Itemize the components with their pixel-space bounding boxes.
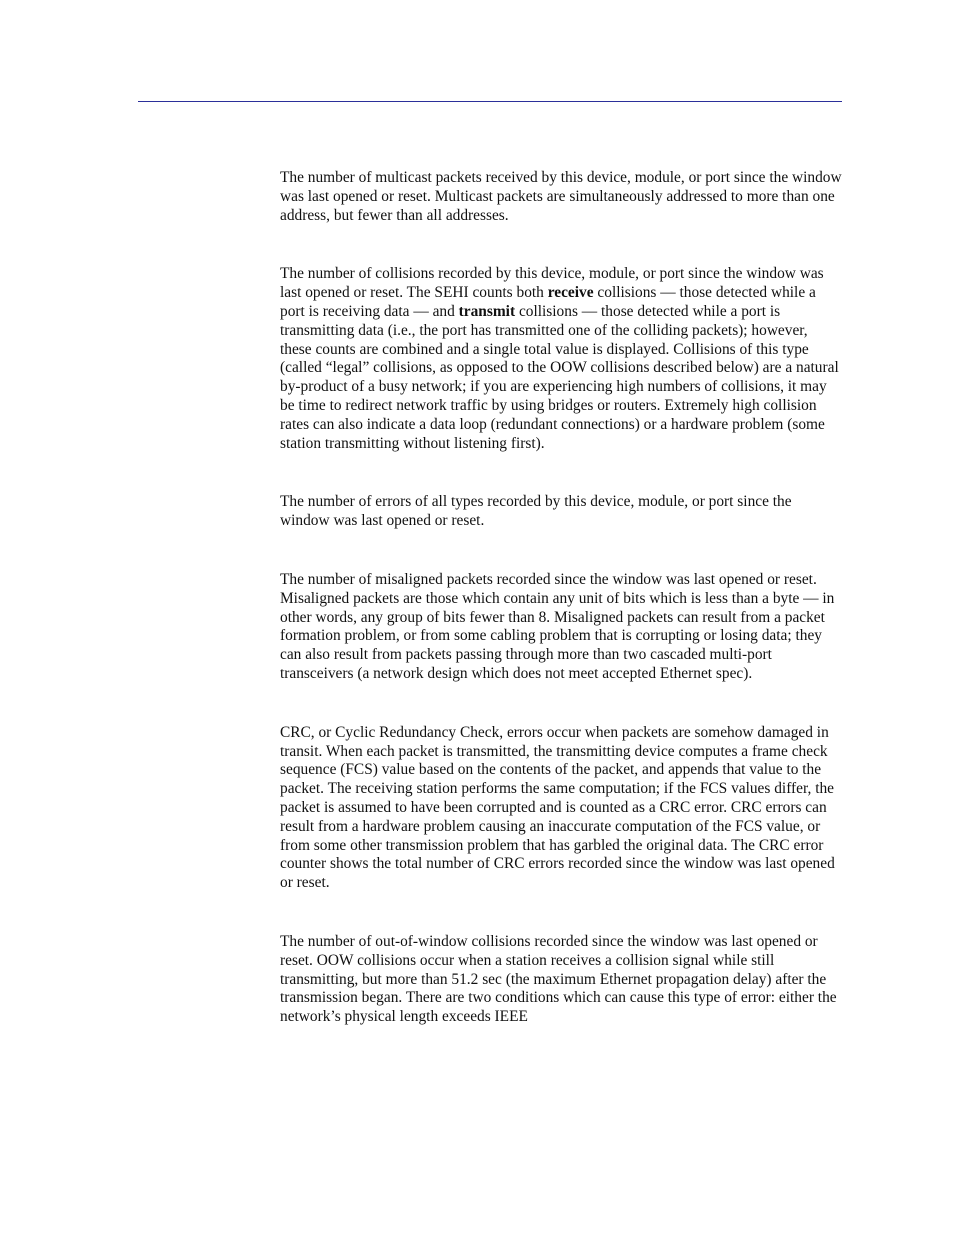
entry-oow bbox=[280, 933, 842, 1027]
entry-errors bbox=[280, 493, 842, 531]
transmit-term: transmit bbox=[458, 302, 516, 320]
header-rule bbox=[138, 101, 842, 102]
alignment-description: The number of misaligned packets recorded since the window was last opened or reset. Misaligned packets are those which contain any unit of bits which is less than a byte — in other words, any group of bits fewer than 8. Misaligned packets can result from a packet formation problem, or from some cabling problem that is corrupting or losing data; they can also result from packets passing through more than two cascaded multi-port transceivers (a network design which does not meet accepted Ethernet spec). bbox=[280, 570, 835, 682]
document-body bbox=[280, 169, 842, 1027]
oow-description: The number of out-of-window collisions recorded since the window was last opened or reset. OOW collisions occur when a station receives a collision signal while still transmitting, but more than 51.2 sec (the maximum Ethernet propagation delay) after the transmission began. There are two conditions which can cause this type of error: either the network’s physical length exceeds IEEE bbox=[280, 932, 837, 1026]
entry-collisions bbox=[280, 265, 842, 453]
entry-multicast bbox=[280, 169, 842, 225]
entry-alignment bbox=[280, 571, 842, 684]
errors-description: The number of errors of all types recorded by this device, module, or port since the window was last opened or reset. bbox=[280, 493, 792, 530]
collisions-text-part-3: collisions — those detected while a port is transmitting data (i.e., the port has transmitted one of the colliding packets); however, these counts are combined and a single total value is displayed. Collisions of this type (called “legal” collisions, as opposed to the OOW collisions described below) are a natural by-product of a busy network; if you are experiencing high numbers of collisions, it may be time to redirect network traffic by using bridges or routers. Extremely high collision rates can also indicate a data loop (redundant connections) or a hardware problem (some station transmitting without listening first). bbox=[280, 302, 839, 452]
crc-description: CRC, or Cyclic Redundancy Check, errors occur when packets are somehow damaged in transit. When each packet is transmitted, the transmitting device computes a frame check sequence (FCS) value based on the contents of the packet, and appends that value to the packet. The receiving station performs the same computation; if the FCS values differ, the packet is assumed to have been corrupted and is counted as a CRC error. CRC errors can result from a hardware problem causing an inaccurate computation of the FCS value, or from some other transmission problem that has garbled the original data. The CRC error counter shows the total number of CRC errors recorded since the window was last opened or reset. bbox=[280, 723, 835, 892]
collisions-text-part-2: collisions — those detected while a port is receiving data — and bbox=[280, 284, 816, 320]
entry-crc bbox=[280, 724, 842, 893]
receive-term: receive bbox=[547, 284, 594, 302]
multicast-description: The number of multicast packets received by this device, module, or port since the window was last opened or reset. Multicast packets are simultaneously addressed to more than one address, but fewer than all addresses. bbox=[280, 169, 842, 224]
collisions-description bbox=[280, 265, 842, 453]
collisions-text-part-1: The number of collisions recorded by this device, module, or port since the window was last opened or reset. The SEHI counts both bbox=[280, 265, 824, 302]
